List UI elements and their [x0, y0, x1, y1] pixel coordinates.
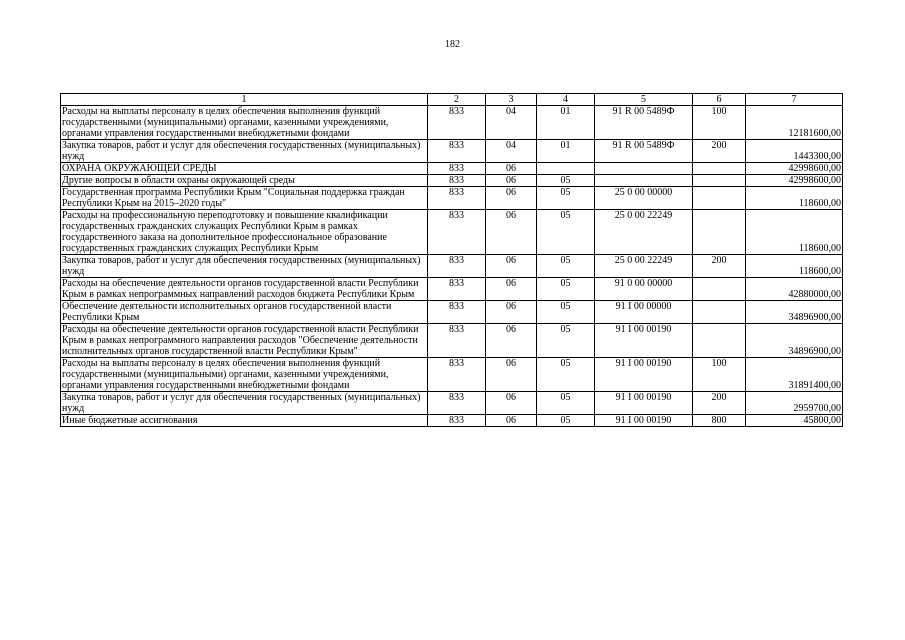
cell-target-article: [595, 175, 693, 187]
cell-section: 06: [486, 187, 537, 210]
cell-ministry-code: 833: [428, 278, 486, 301]
cell-expense-type: 100: [693, 358, 746, 392]
cell-subsection: 05: [537, 324, 595, 358]
table-row: [61, 163, 843, 175]
cell-ministry-code: 833: [428, 163, 486, 175]
cell-subsection: 05: [537, 358, 595, 392]
cell-section: 06: [486, 415, 537, 427]
table-row: [61, 278, 843, 301]
row-name: Закупка товаров, работ и услуг для обеспечения государственных (муниципальных) нужд: [61, 255, 428, 278]
cell-subsection: 05: [537, 175, 595, 187]
cell-section: 06: [486, 358, 537, 392]
row-name: Закупка товаров, работ и услуг для обеспечения государственных (муниципальных) нужд: [61, 392, 428, 415]
cell-section: 06: [486, 163, 537, 175]
cell-subsection: 05: [537, 392, 595, 415]
cell-subsection: 05: [537, 255, 595, 278]
cell-section: 06: [486, 210, 537, 255]
cell-target-article: 91 I 00 00190: [595, 324, 693, 358]
cell-ministry-code: 833: [428, 106, 486, 140]
cell-subsection: 01: [537, 140, 595, 163]
column-header: 7: [746, 94, 843, 106]
table-header-row: [61, 94, 843, 106]
cell-expense-type: 100: [693, 106, 746, 140]
row-name: Расходы на выплаты персоналу в целях обеспечения выполнения функций государственными (муниципальными) органами, казенными учреждениями, органами управления государственными внебюджетными фондами: [61, 106, 428, 140]
cell-amount: 118600,00: [746, 255, 843, 278]
cell-subsection: 05: [537, 278, 595, 301]
row-name: Расходы на выплаты персоналу в целях обеспечения выполнения функций государственными (муниципальными) органами, казенными учреждениями, органами управления государственными внебюджетными фондами: [61, 358, 428, 392]
cell-section: 06: [486, 324, 537, 358]
column-header: 3: [486, 94, 537, 106]
cell-target-article: 91 I 00 00190: [595, 392, 693, 415]
cell-ministry-code: 833: [428, 392, 486, 415]
cell-subsection: 05: [537, 187, 595, 210]
cell-expense-type: [693, 187, 746, 210]
cell-ministry-code: 833: [428, 255, 486, 278]
cell-expense-type: [693, 324, 746, 358]
cell-expense-type: 200: [693, 255, 746, 278]
cell-amount: 2959700,00: [746, 392, 843, 415]
cell-subsection: 05: [537, 415, 595, 427]
cell-amount: 34896900,00: [746, 324, 843, 358]
row-name: Другие вопросы в области охраны окружающей среды: [61, 175, 428, 187]
cell-expense-type: [693, 278, 746, 301]
row-name: Расходы на обеспечение деятельности органов государственной власти Республики Крым в рамках непрограммных направлений расходов бюджета Республики Крым: [61, 278, 428, 301]
cell-target-article: 91 I 00 00000: [595, 301, 693, 324]
cell-amount: 42998600,00: [746, 175, 843, 187]
cell-section: 06: [486, 175, 537, 187]
cell-expense-type: [693, 163, 746, 175]
cell-target-article: 91 0 00 00000: [595, 278, 693, 301]
cell-expense-type: [693, 301, 746, 324]
cell-subsection: 05: [537, 301, 595, 324]
cell-target-article: 25 0 00 22249: [595, 255, 693, 278]
cell-expense-type: [693, 175, 746, 187]
cell-ministry-code: 833: [428, 358, 486, 392]
table-row: [61, 358, 843, 392]
cell-section: 06: [486, 278, 537, 301]
cell-target-article: 91 I 00 00190: [595, 415, 693, 427]
column-header: 5: [595, 94, 693, 106]
table-row: [61, 140, 843, 163]
cell-target-article: 91 R 00 5489Ф: [595, 140, 693, 163]
cell-target-article: 25 0 00 00000: [595, 187, 693, 210]
table-row: [61, 187, 843, 210]
row-name: Расходы на профессиональную переподготовку и повышение квалификации государственных гражданских служащих Республики Крым в рамках государственного заказа на дополнительное профессиональное образование государственных гражданских служащих Республики Крым: [61, 210, 428, 255]
cell-amount: 45800,00: [746, 415, 843, 427]
column-header: 2: [428, 94, 486, 106]
cell-section: 06: [486, 392, 537, 415]
cell-subsection: [537, 163, 595, 175]
table-row: [61, 415, 843, 427]
cell-expense-type: 800: [693, 415, 746, 427]
table-row: [61, 106, 843, 140]
cell-target-article: [595, 163, 693, 175]
cell-amount: 118600,00: [746, 210, 843, 255]
table-row: [61, 175, 843, 187]
column-header: 4: [537, 94, 595, 106]
cell-amount: 42998600,00: [746, 163, 843, 175]
row-name: Иные бюджетные ассигнования: [61, 415, 428, 427]
cell-ministry-code: 833: [428, 301, 486, 324]
table-row: [61, 392, 843, 415]
cell-amount: 34896900,00: [746, 301, 843, 324]
table-row: [61, 324, 843, 358]
column-header: 1: [61, 94, 428, 106]
cell-ministry-code: 833: [428, 175, 486, 187]
cell-expense-type: 200: [693, 140, 746, 163]
cell-target-article: 25 0 00 22249: [595, 210, 693, 255]
cell-ministry-code: 833: [428, 415, 486, 427]
cell-amount: 42880000,00: [746, 278, 843, 301]
row-name: Расходы на обеспечение деятельности органов государственной власти Республики Крым в рамках непрограммного направления расходов "Обеспечение деятельности исполнительных органов государственной власти Республики Крым": [61, 324, 428, 358]
cell-ministry-code: 833: [428, 324, 486, 358]
row-name: Государственная программа Республики Крым "Социальная поддержка граждан Республики Крым на 2015–2020 годы": [61, 187, 428, 210]
budget-table: [60, 93, 843, 427]
cell-target-article: 91 R 00 5489Ф: [595, 106, 693, 140]
cell-amount: 118600,00: [746, 187, 843, 210]
column-header: 6: [693, 94, 746, 106]
cell-section: 04: [486, 140, 537, 163]
cell-expense-type: [693, 210, 746, 255]
cell-amount: 1443300,00: [746, 140, 843, 163]
row-name: Обеспечение деятельности исполнительных органов государственной власти Республики Крым: [61, 301, 428, 324]
table-row: [61, 301, 843, 324]
cell-subsection: 01: [537, 106, 595, 140]
cell-target-article: 91 I 00 00190: [595, 358, 693, 392]
cell-ministry-code: 833: [428, 187, 486, 210]
table-row: [61, 255, 843, 278]
cell-amount: 31891400,00: [746, 358, 843, 392]
cell-ministry-code: 833: [428, 210, 486, 255]
cell-expense-type: 200: [693, 392, 746, 415]
cell-section: 06: [486, 255, 537, 278]
row-name: Закупка товаров, работ и услуг для обеспечения государственных (муниципальных) нужд: [61, 140, 428, 163]
table-row: [61, 210, 843, 255]
cell-amount: 12181600,00: [746, 106, 843, 140]
row-name: ОХРАНА ОКРУЖАЮЩЕЙ СРЕДЫ: [61, 163, 428, 175]
page-number: 182: [445, 39, 460, 50]
cell-section: 04: [486, 106, 537, 140]
cell-section: 06: [486, 301, 537, 324]
cell-subsection: 05: [537, 210, 595, 255]
cell-ministry-code: 833: [428, 140, 486, 163]
